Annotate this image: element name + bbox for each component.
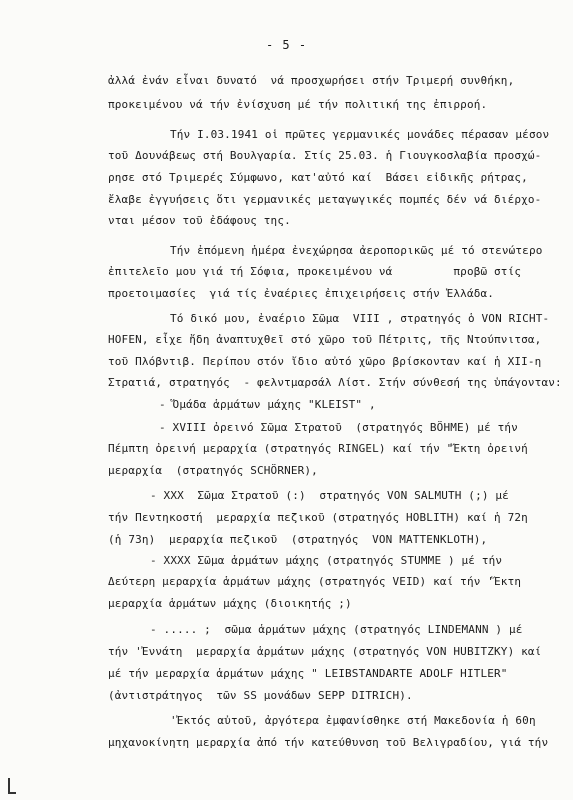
text-line: ἔλαβε ἐγγυήσεις ὅτι γερμανικές μεταγωγικές πομπές δέν νά διέρχο- — [108, 193, 542, 206]
list-item: - XXXX Σῶμα ἁρμάτων μάχης (στρατηγός STUMME ) μέ τήν — [150, 554, 503, 567]
text-line: νται μέσον τοῦ ἐδάφους της. — [108, 214, 291, 227]
text-line: Τήν Ι.03.1941 οἱ πρῶτες γερμανικές μονάδες πέρασαν μέσον — [170, 128, 550, 141]
margin-mark — [8, 778, 16, 794]
text-line: τοῦ Πλόβντιβ. Περίπου στόν ἴδιο αὐτό χῶρο βρίσκονταν καί ἡ XII-η — [108, 355, 542, 368]
text-line: μεραρχία ἁρμάτων μάχης (διοικητής ;) — [108, 597, 352, 610]
list-item: - XXX Σῶμα Στρατοῦ (:) στρατηγός VON SALMUTH (;) μέ — [150, 489, 509, 502]
text-line: 'Ἐκτός αὐτοῦ, ἀργότερα ἐμφανίσθηκε στή Μακεδονία ἡ 60η — [170, 714, 536, 727]
text-line: Τό δικό μου, ἐναέριο Σῶμα VIII , στρατηγός ὁ VON RICHT- — [170, 312, 550, 325]
text-line: ρησε στό Τριμερές Σύμφωνο, κατ'αὐτό καί Βάσει εἰδικῆς ρήτρας, — [108, 171, 528, 184]
text-line: (ἡ 73η) μεραρχία πεζικοῦ (στρατηγός VON MATTENKLOTH), — [108, 533, 488, 546]
page-number: - 5 - — [265, 38, 308, 52]
text-line: Πέμπτη ὀρεινή μεραρχία (στρατηγός RINGEL) καί τήν "Ἕκτη ὀρεινή — [108, 442, 528, 455]
text-line: Δεύτερη μεραρχία ἁρμάτων μάχης (στρατηγός VEID) καί τήν 'Ἕκτη — [108, 575, 522, 588]
text-line: προκειμένου νά τήν ἐνίσχυση μέ τήν πολιτική της ἐπιρροή. — [108, 98, 488, 111]
list-item: - Ὅμάδα ἁρμάτων μάχης "KLEIST" , — [159, 398, 376, 411]
text-line: μηχανοκίνητη μεραρχία ἀπό τήν κατεύθυνση τοῦ Βελιγραδίου, γιά τήν — [108, 736, 549, 749]
text-line: τήν 'Ἐννάτη μεραρχία ἁρμάτων μάχης (στρατηγός VON HUBITZKY) καί — [108, 645, 542, 658]
text-line: τήν Πεντηκοστή μεραρχία πεζικοῦ (στρατηγός HOBLITH) καί ἡ 72η — [108, 511, 528, 524]
text-line: προετοιμασίες γιά τίς ἐναέριες ἐπιχειρήσεις στήν Ἑλλάδα. — [108, 287, 495, 300]
text-line: μέ τήν μεραρχία ἁρμάτων μάχης " LEIBSTANDARTE ADOLF HITLER" — [108, 667, 508, 680]
list-item: - ..... ; σῶμα ἁρμάτων μάχης (στρατηγός LINDEMANN ) μέ — [150, 623, 523, 636]
text-line: HOFEN, εἶχε ἤδη ἀναπτυχθεῖ στό χῶρο τοῦ Πέτριτς, τῆς Ντούπνιτσα, — [108, 333, 542, 346]
text-line: ἐπιτελεῖο μου γιά τή Σόφια, προκειμένου νά προβῶ στίς — [108, 265, 522, 278]
text-line: (ἀντιστράτηγος τῶν SS μονάδων SEPP DITRICH). — [108, 689, 413, 702]
text-line: τοῦ Δουνάβεως στή Βουλγαρία. Στίς 25.03. ἡ Γιουγκοσλαβία προσχώ- — [108, 149, 542, 162]
text-line: Τήν ἐπόμενη ἡμέρα ἐνεχώρησα ἀεροπορικῶς μέ τό στενώτερο — [170, 244, 543, 257]
text-line: Στρατιά, στρατηγός - φελντμαρσάλ Λίστ. Στήν σύνθεσή της ὑπάγονταν: — [108, 376, 562, 389]
text-line: ἀλλά ἐνάν εἶναι δυνατό νά προσχωρήσει στήν Τριμερή συνθήκη, — [108, 74, 515, 87]
text-line: μεραρχία (στρατηγός SCHÖRNER), — [108, 464, 318, 477]
list-item: - XVIII ὀρεινό Σῶμα Στρατοῦ (στρατηγός BÖHME) μέ τήν — [159, 421, 518, 434]
